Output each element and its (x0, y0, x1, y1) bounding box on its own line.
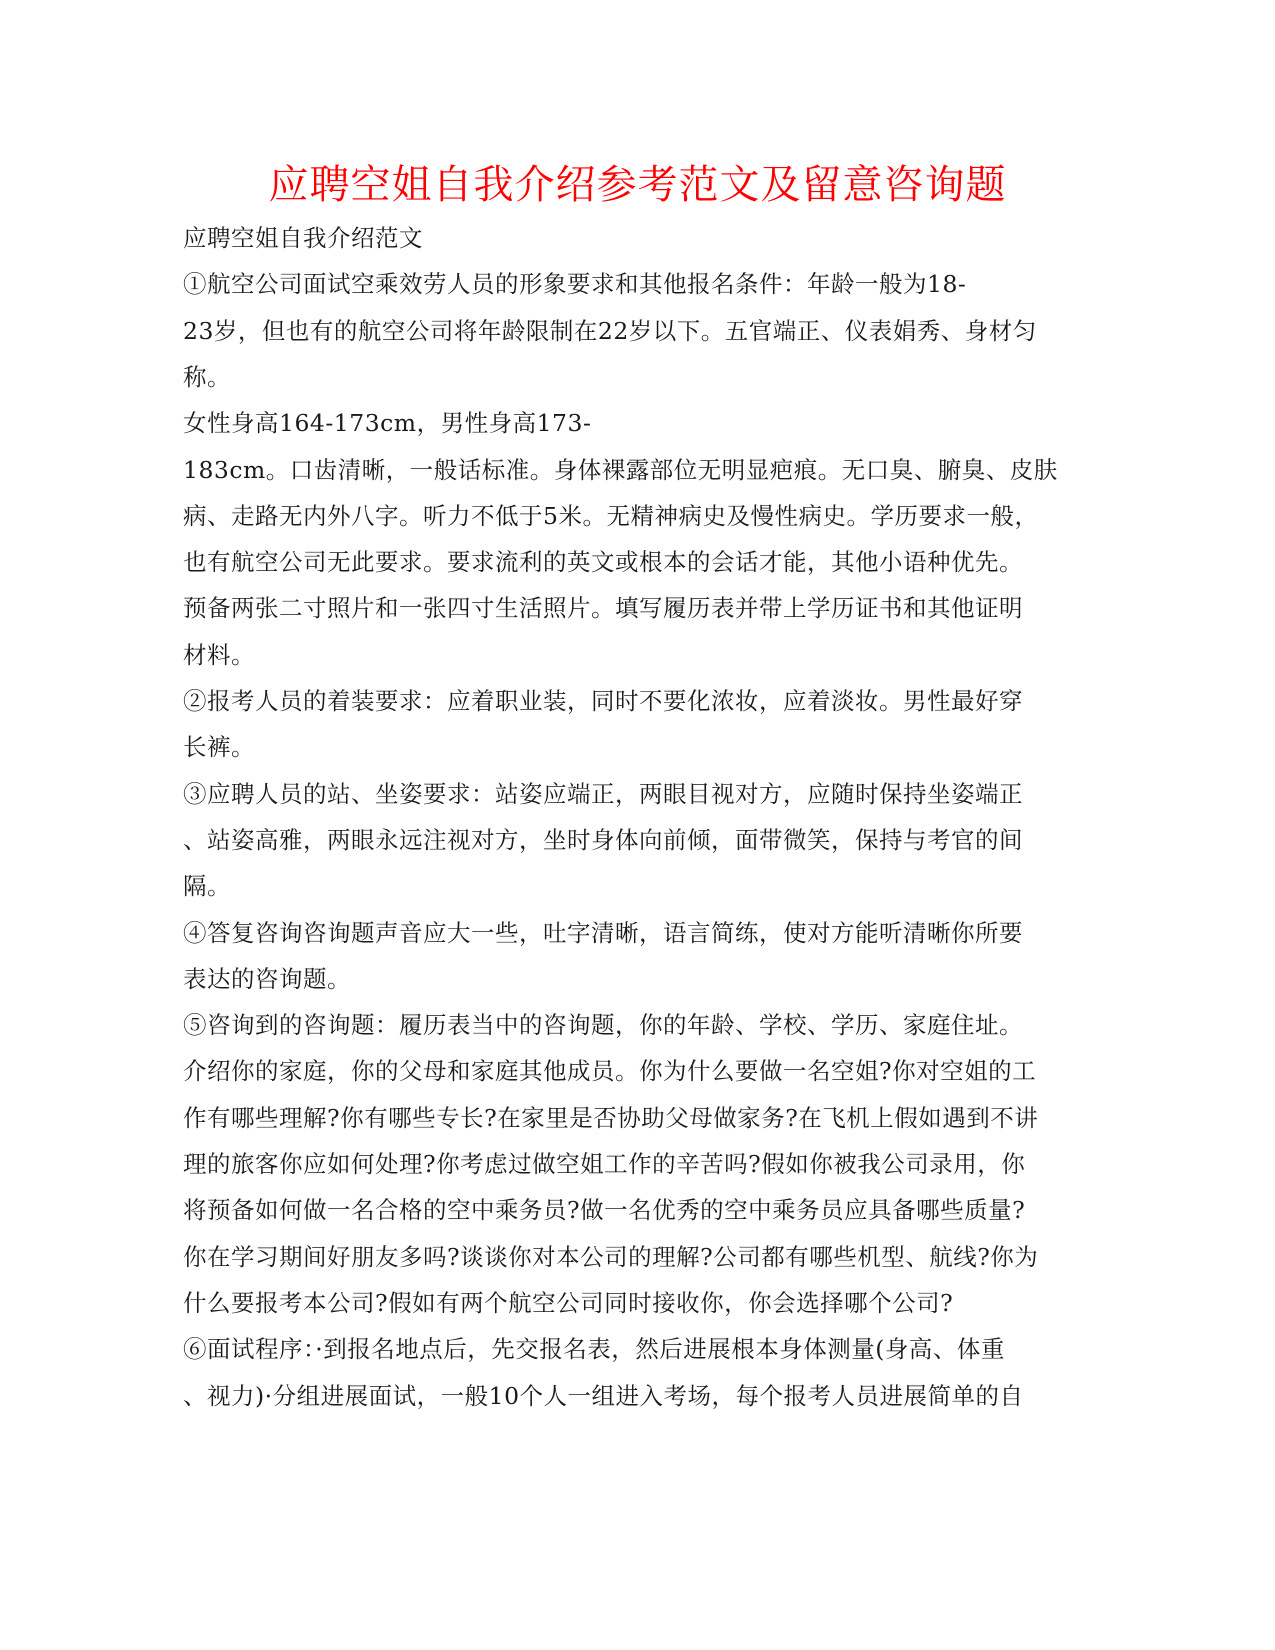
text-line: ④答复咨询咨询题声音应大一些，吐字清晰，语言简练，使对方能听清晰你所要 (183, 918, 1023, 947)
text-line: 、站姿高雅，两眼永远注视对方，坐时身体向前倾，面带微笑，保持与考官的间 (183, 825, 1023, 854)
text-line: 应聘空姐自我介绍范文 (183, 224, 423, 252)
text-line: 23岁，但也有的航空公司将年龄限制在22岁以下。五官端正、仪表娟秀、身材匀 (183, 316, 1037, 345)
text-line: 预备两张二寸照片和一张四寸生活照片。填写履历表并带上学历证书和其他证明 (183, 594, 1023, 623)
text-line: 、视力)·分组进展面试，一般10个人一组进入考场，每个报考人员进展简单的自 (183, 1381, 1024, 1410)
text-line: 介绍你的家庭，你的父母和家庭其他成员。你为什么要做一名空姐?你对空姐的工 (183, 1057, 1037, 1086)
text-line: ⑥面试程序：·到报名地点后，先交报名表，然后进展根本身体测量(身高、体重 (183, 1335, 1005, 1364)
text-line: 隔。 (183, 872, 231, 901)
text-line: 理的旅客你应如何处理?你考虑过做空姐工作的辛苦吗?假如你被我公司录用，你 (183, 1150, 1026, 1178)
text-line: 病、走路无内外八字。听力不低于5米。无精神病史及慢性病史。学历要求一般， (183, 501, 1039, 530)
text-line: 你在学习期间好朋友多吗?谈谈你对本公司的理解?公司都有哪些机型、航线?你为 (183, 1242, 1039, 1271)
text-line: ②报考人员的着装要求：应着职业装，同时不要化浓妆，应着淡妆。男性最好穿 (183, 687, 1023, 715)
text-line: 长裤。 (183, 733, 255, 762)
text-line: 材料。 (183, 640, 255, 669)
text-line: 183cm。口齿清晰，一般话标准。身体裸露部位无明显疤痕。无口臭、腑臭、皮肤 (183, 455, 1058, 484)
text-line: 称。 (183, 362, 231, 391)
text-line: 什么要报考本公司?假如有两个航空公司同时接收你，你会选择哪个公司? (183, 1288, 954, 1317)
text-line: ③应聘人员的站、坐姿要求：站姿应端正，两眼目视对方，应随时保持坐姿端正 (183, 779, 1023, 808)
text-line: ⑤咨询到的咨询题：履历表当中的咨询题，你的年龄、学校、学历、家庭住址。 (183, 1011, 1023, 1040)
text-line: 将预备如何做一名合格的空中乘务员?做一名优秀的空中乘务员应具备哪些质量? (183, 1196, 1026, 1225)
text-line: 也有航空公司无此要求。要求流利的英文或根本的会话才能，其他小语种优先。 (183, 548, 1023, 577)
text-line: ①航空公司面试空乘效劳人员的形象要求和其他报名条件：年龄一般为18- (183, 270, 967, 299)
text-line: 作有哪些理解?你有哪些专长?在家里是否协助父母做家务?在飞机上假如遇到不讲 (183, 1103, 1039, 1132)
text-line: 女性身高164-173cm，男性身高173- (183, 409, 592, 438)
document-title: 应聘空姐自我介绍参考范文及留意咨询题 (268, 162, 1007, 208)
text-line: 表达的咨询题。 (183, 964, 351, 993)
